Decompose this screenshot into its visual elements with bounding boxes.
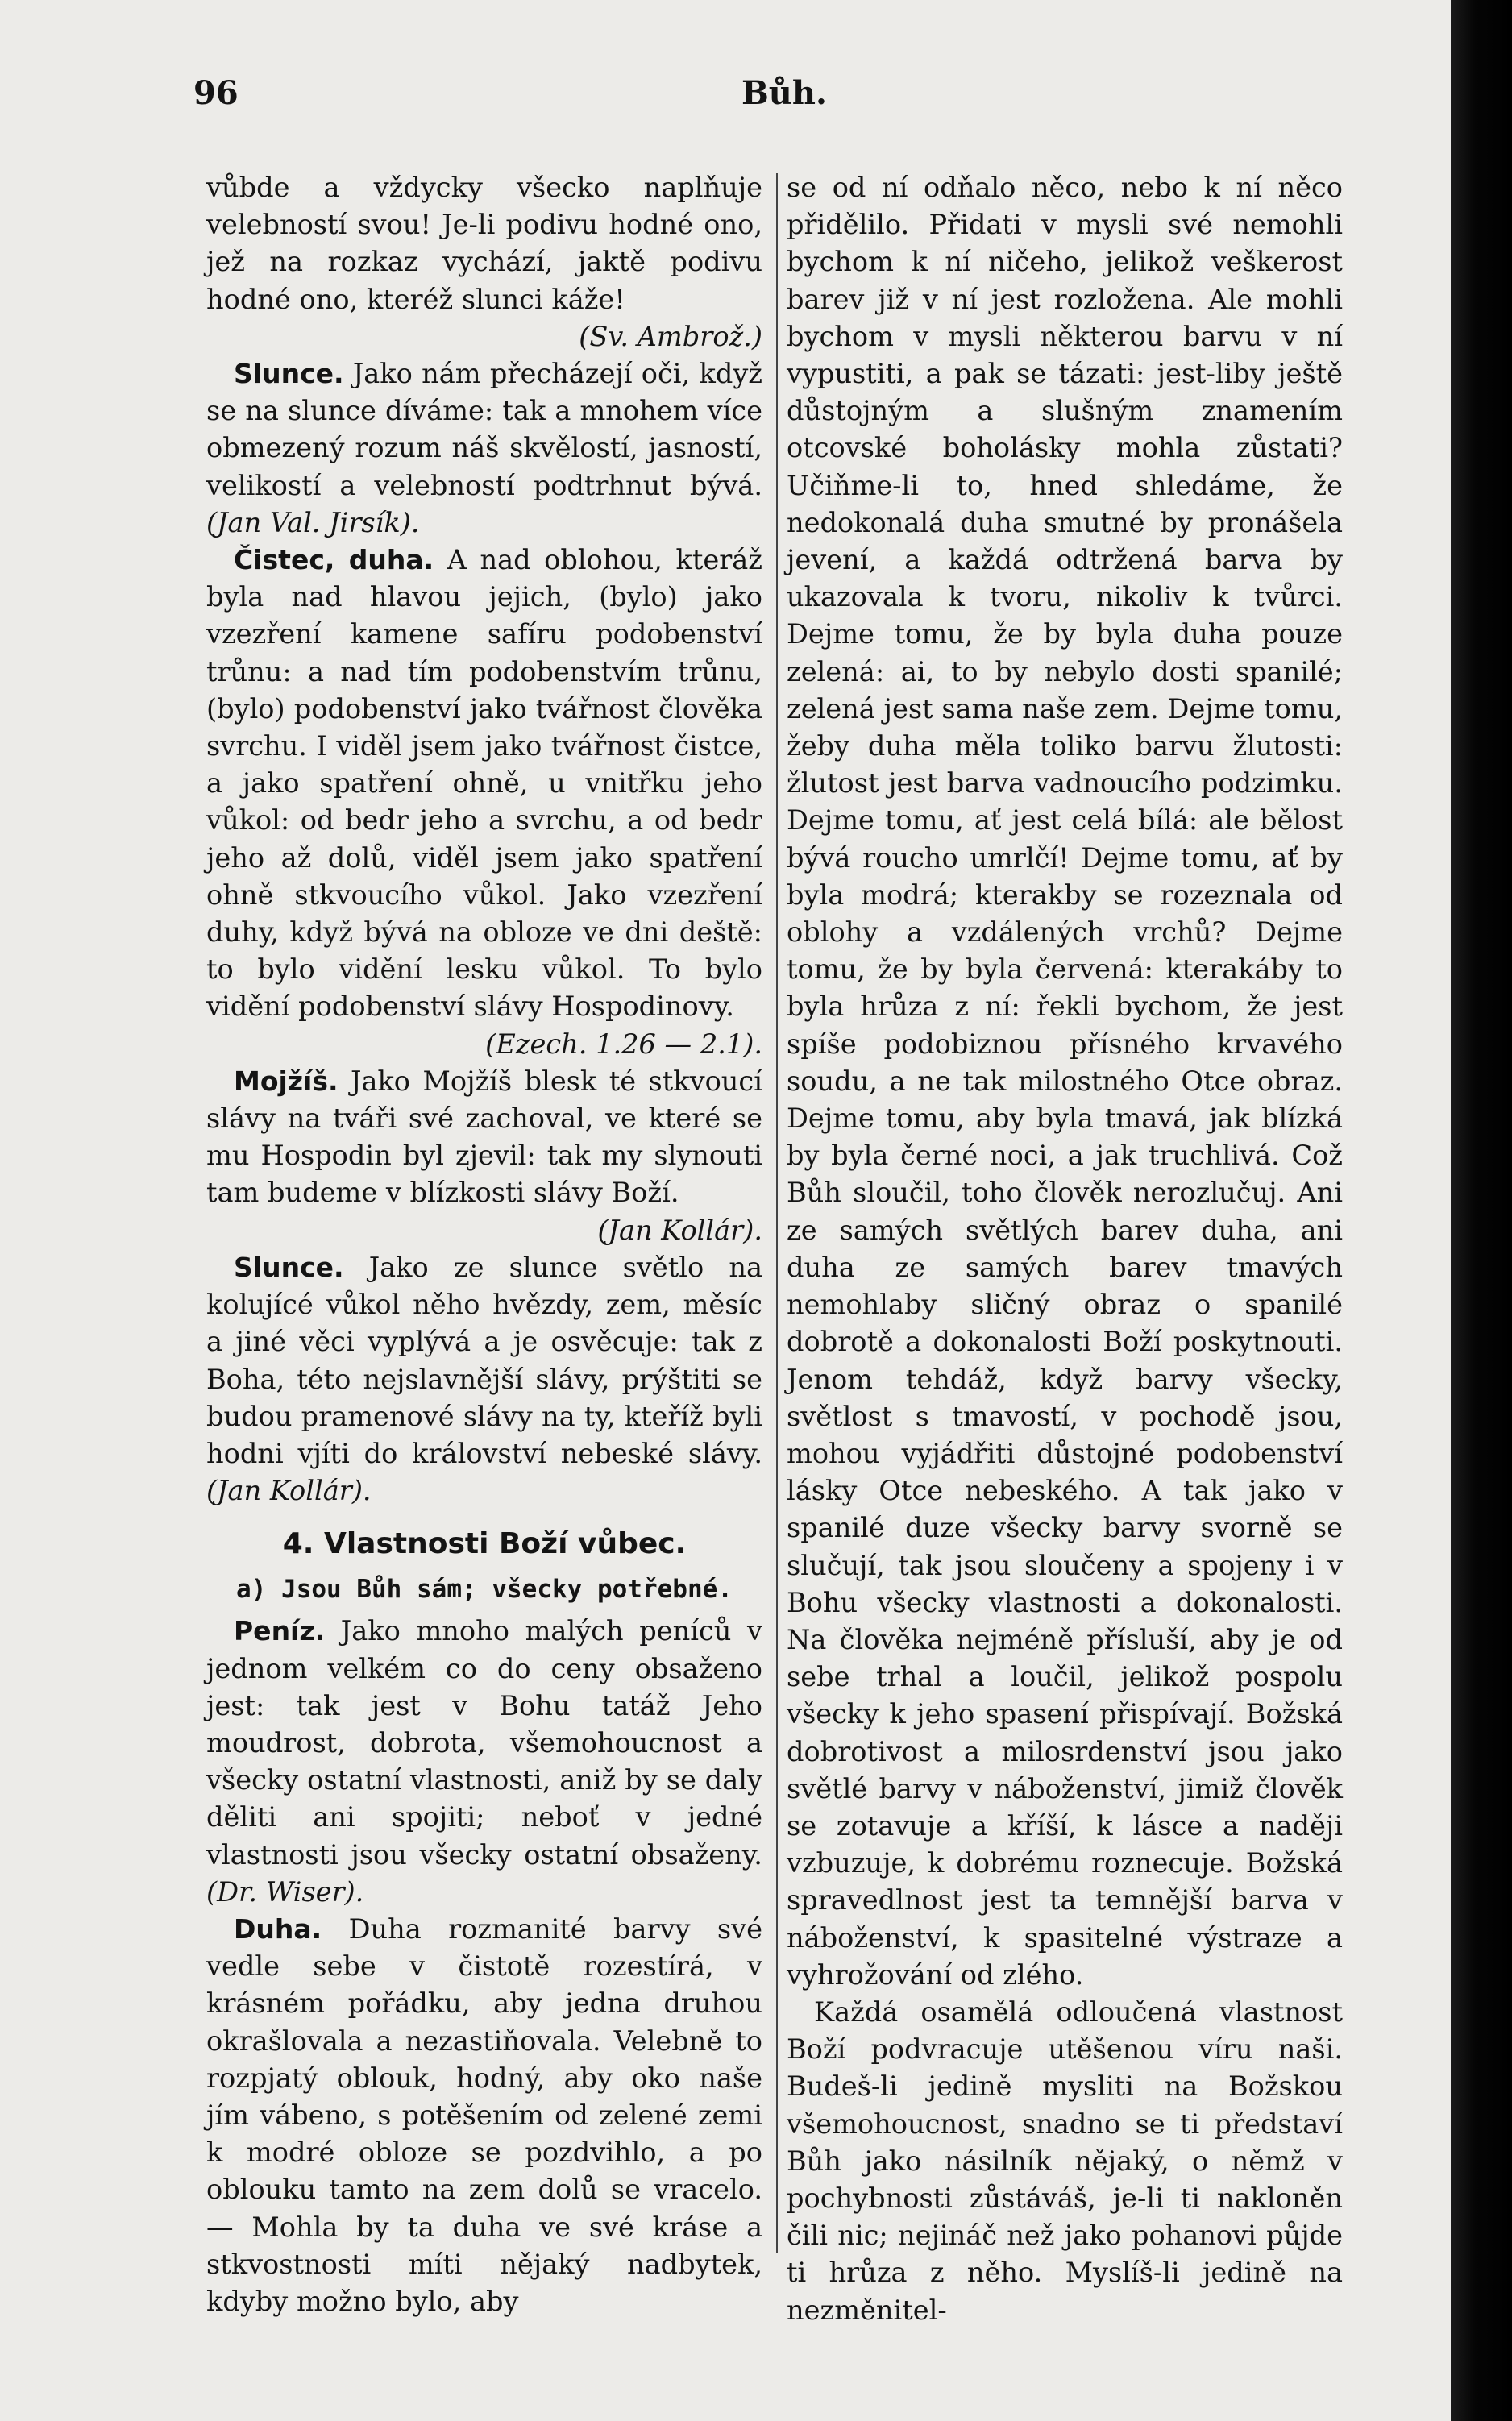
entry-keyword: Slunce. [234,1251,344,1283]
scan-edge [1451,0,1512,2421]
entry-text: Jako ze slunce světlo na kolujícé vůkol něho hvězdy, zem, měsíc a jiné věci vyplývá a je osvěcuje: tak z Boha, této nejslavnější slávy, prýštiti se budou pramenové slávy na ty, kteříž byli hodni vjíti do království nebeské slávy. [206,1251,762,1469]
running-head [193,74,1354,114]
entry-text: Jako nám přecházejí oči, když se na slunce díváme: tak a mnohem více obmezený rozum náš skvělostí, jasností, velikostí a velebností podtrhnut bývá. [206,358,762,501]
source-citation: (Jan Val. Jirsík). [206,506,420,538]
source-line [206,1026,762,1063]
source-citation: (Sv. Ambrož.) [579,320,762,352]
entry-keyword: Duha. [234,1912,322,1945]
paragraph-text: vůbde a vždycky všecko naplňuje velebností svou! Je-li podivu hodné ono, jež na rozkaz vychází, jaktě podivu hodné ono, kteréž slunci káže! [206,172,762,315]
paragraph-text: se od ní odňalo něco, nebo k ní něco přidělilo. Přidati v mysli své nemohli bychom k ní ničeho, jelikož veškerost barev již v ní jest rozložena. Ale mohli bychom v mysli některou barvu v ní vypustiti, a pak se tázati: jest-liby ještě důstojným a slušným znamením otcovské boholásky mohla zůstati? Učiňme-li to, hned shledáme, že nedokonalá duha smutné by pronášela jevení, a každá odtržená barva by ukazovala k tvoru, nikoliv k tvůrci. Dejme tomu, že by byla duha pouze zelená: ai, to by nebylo dosti spanilé; zelená jest sama naše zem. Dejme tomu, žeby duha měla toliko barvu žlutosti: žlutost jest barva vadnoucího podzimku. Dejme tomu, ať jest celá bílá: ale bělost bývá roucho umrlčí! Dejme tomu, ať by byla modrá; kterakby se rozeznala od oblohy a vzdálených vrchů? Dejme tomu, že by byla červená: kterakáby to byla hrůza z ní: řekli bychom, že jest spíše podobiznou přísného krvavého soudu, a ne tak milostného Otce obraz. Dejme tomu, aby byla tmavá, jak blízká by byla černé noci, a jak truchlivá. Což Bůh sloučil, toho člověk nerozlučuj. Ani ze samých světlých barev duha, ani duha ze samých barev tmavých nemohlaby sličný obraz o spanilé dobrotě a dokonalosti Boží poskytnouti. Jenom tehdáž, když barvy všecky, světlost s tmavostí, v pochodě jsou, mohou vyjádřiti důstojné podobenství lásky Otce nebeského. A tak jako v spanilé duze všecky barvy svorně se slučují, tak jsou sloučeny a spojeny i v Bohu všecky vlastnosti a dokonalosti. Na člověka nejméně přísluší, aby je od sebe trhal a loučil, jelikož pospolu všecky k jeho spasení přispívají. Božská dobrotivost a milosrdenství jsou jako světlé barvy v náboženství, jimiž člověk se zotavuje a kříší, k lásce a naději vzbuzuje, k dobrému roznecuje. Božská spravedlnost jest ta temnější barva v náboženství, k spasitelné výstraze a vyhrožování od zlého. [787,172,1343,1991]
entry-text: Jako mnoho malých peníců v jednom velkém co do ceny obsaženo jest: tak jest v Bohu tatáž Jeho moudrost, dobrota, všemohoucnost a všecky ostatní vlastnosti, aniž by se daly děliti ani spojiti; neboť v jedné vlastnosti jsou všecky ostatní obsaženy. [206,1615,762,1871]
entry-keyword: Čistec, duha. [234,544,434,576]
entry-keyword: Peníz. [234,1615,326,1647]
entry-text: A nad oblohou, kteráž byla nad hlavou jejich, (bylo) jako vzezření kamene safíru podobenství trůnu: a nad tím podobenstvím trůnu, (bylo) podobenství jako tvářnost člověka svrchu. I viděl jsem jako tvářnost čistce, a jako spatření ohně, u vnitřku jeho vůkol: od bedr jeho a svrchu, a od bedr jeho až dolů, viděl jsem jako spatření ohně stkvoucího vůkol. Jako vzezření duhy, když bývá na obloze ve dni deště: to bylo vidění lesku vůkol. To bylo vidění podobenství slávy Hospodinovy. [206,544,762,1023]
right-column [787,169,1343,2329]
entry-keyword: Slunce. [234,358,344,390]
subsection-heading: a) Jsou Bůh sám; všecky potřebné. [236,1575,733,1605]
source-line [206,318,762,355]
page-number: 96 [193,74,239,112]
entry-keyword: Mojžíš. [234,1065,339,1097]
source-citation: (Jan Kollár). [597,1214,762,1246]
entry-mojzis [206,1063,762,1212]
left-column [206,169,762,2320]
paragraph [787,169,1343,1994]
paragraph [787,1994,1343,2329]
column-divider [776,173,778,2253]
entry-text: Jako Mojžíš blesk té stkvoucí slávy na tváři své zachoval, ve které se mu Hospodin byl zjevil: tak my slynouti tam budeme v blízkosti slávy Boží. [206,1065,762,1209]
source-citation: (Dr. Wiser). [206,1875,364,1908]
entry-slunce-1 [206,355,762,542]
entry-peniz [206,1613,762,1911]
running-title: Bůh. [741,74,827,112]
paragraph-text: Každá osamělá odloučená vlastnost Boží podvracuje utěšenou víru naši. Budeš-li jedině mysliti na Božskou všemohoucnost, snadno se ti představí Bůh jako násilník nějaký, o němž v pochybnosti zůstáváš, je-li ti nakloněn čili nic; nejináč než jako pohanovi půjde ti hrůza z něho. Myslíš-li jedině na nezměnitel- [787,1995,1343,2326]
entry-duha [206,1911,762,2320]
entry-slunce-2 [206,1249,762,1509]
entry-text: Duha rozmanité barvy své vedle sebe v čistotě rozestírá, v krásném pořádku, aby jedna druhou okrašlovala a nezastiňovala. Velebně to rozpjatý oblouk, hodný, aby oko naše jím vábeno, s potěšením od zelené zemi k modré obloze se pozdvihlo, a po oblouku tamto na zem dolů se vracelo. — Mohla by ta duha ve své kráse a stkvostnosti míti nějaký nadbytek, kdyby možno bylo, aby [206,1912,762,2317]
source-citation: (Ezech. 1.26 — 2.1). [485,1028,762,1060]
section-heading: 4. Vlastnosti Boží vůbec. [282,1527,687,1561]
source-line [206,1212,762,1249]
source-citation: (Jan Kollár). [206,1475,372,1507]
entry-cistec-duha [206,542,762,1026]
paragraph [206,169,762,318]
